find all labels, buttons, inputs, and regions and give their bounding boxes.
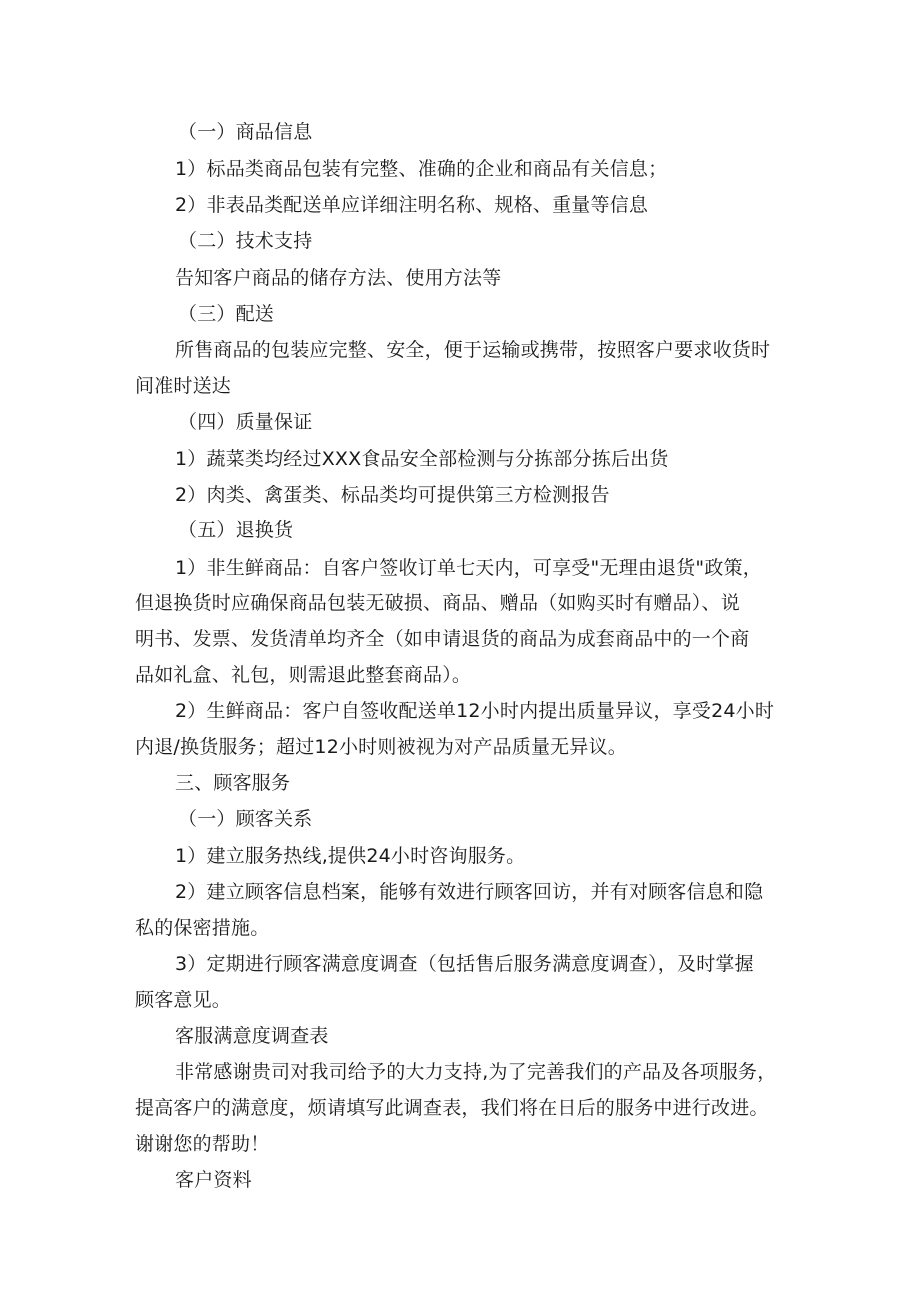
paragraph-line: 2）生鲜商品：客户自签收配送单12小时内提出质量异议，享受24小时 [175,700,775,722]
paragraph-line: 明书、发票、发货清单均齐全（如申请退货的商品为成套商品中的一个商 [135,628,750,650]
section-heading-delivery: （三）配送 [178,303,275,325]
section-heading-quality: （四）质量保证 [178,411,313,433]
paragraph-line: 非常感谢贵司对我司给予的大力支持,为了完善我们的产品及各项服务， [175,1061,777,1083]
paragraph-line: 1）标品类商品包装有完整、准确的企业和商品有关信息； [175,158,668,180]
paragraph-line: 1）非生鲜商品：自客户签收订单七天内，可享受"无理由退货"政策， [175,557,762,579]
paragraph-line: 1）建立服务热线,提供24小时咨询服务。 [175,845,526,867]
paragraph-line: 品如礼盒、礼包，则需退此整套商品）。 [135,664,472,686]
paragraph-line: 间准时送达 [135,375,232,397]
section-heading-customer-relations: （一）顾客关系 [178,808,313,830]
paragraph-line: 但退换货时应确保商品包装无破损、商品、赠品（如购买时有赠品）、说 [135,592,740,614]
paragraph-line: 提高客户的满意度，烦请填写此调查表，我们将在日后的服务中进行改进。 [135,1097,769,1119]
paragraph-line: 顾客意见。 [135,989,232,1011]
section-heading-product-info: （一）商品信息 [178,121,313,143]
paragraph-line: 2）肉类、禽蛋类、标品类均可提供第三方检测报告 [175,484,610,506]
paragraph-line: 2）建立顾客信息档案，能够有效进行顾客回访，并有对顾客信息和隐 [175,881,764,903]
paragraph-line: 告知客户商品的储存方法、使用方法等 [175,267,502,289]
paragraph-line: 3）定期进行顾客满意度调查（包括售后服务满意度调查），及时掌握 [175,953,754,975]
survey-title: 客服满意度调查表 [175,1025,329,1047]
section-heading-returns: （五）退换货 [178,519,294,541]
section-heading-tech-support: （二）技术支持 [178,230,313,252]
section-heading-customer-service: 三、顾客服务 [175,772,291,794]
paragraph-line: 2）非表品类配送单应详细注明名称、规格、重量等信息 [175,194,649,216]
paragraph-line: 内退/换货服务；超过12小时则被视为对产品质量无异议。 [135,736,627,758]
paragraph-line: 私的保密措施。 [135,917,270,939]
section-heading-customer-info: 客户资料 [175,1169,252,1191]
paragraph-line: 谢谢您的帮助！ [135,1133,270,1155]
paragraph-line: 1）蔬菜类均经过XXX食品安全部检测与分拣部分拣后出货 [175,448,669,470]
paragraph-line: 所售商品的包装应完整、安全，便于运输或携带，按照客户要求收货时 [175,339,771,361]
